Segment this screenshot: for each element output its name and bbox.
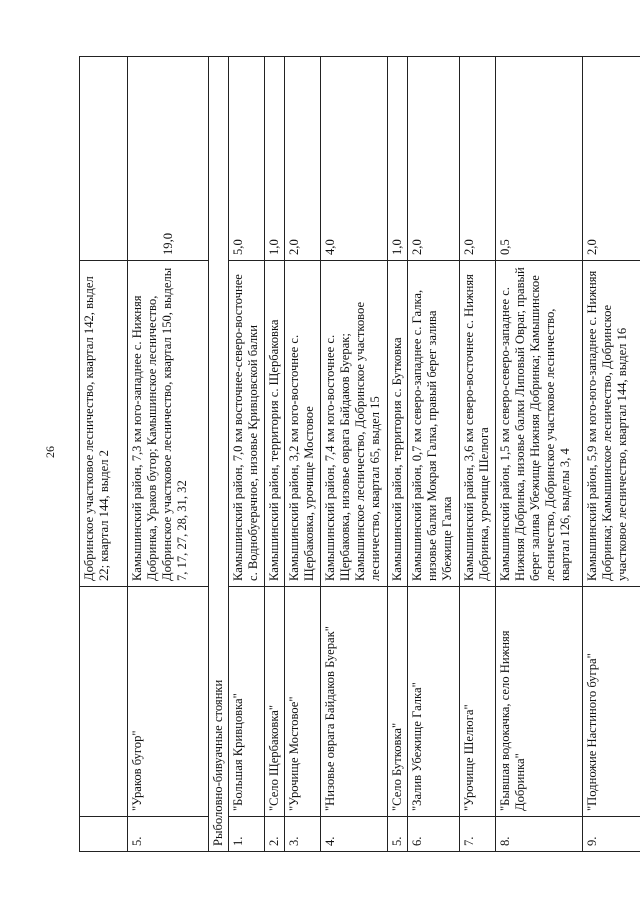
site-name: "Урочище Шелюга" (460, 587, 496, 817)
site-location: Камышинский район, территория с. Бутковка (388, 261, 408, 587)
section-title: Рыболовно-бивуачные стоянки (208, 57, 228, 852)
table-row (496, 57, 583, 852)
table-row (228, 57, 264, 852)
site-area: 1,0 (388, 57, 408, 261)
table-row (264, 57, 284, 852)
site-area: 4,0 (320, 57, 388, 261)
site-area: 0,5 (496, 57, 583, 261)
row-number: 6. (408, 817, 460, 852)
site-name: "Низовье оврага Байдаков Буерак" (320, 587, 388, 817)
site-location: Камышинский район, территория с. Щербаковка (264, 261, 284, 587)
row-number: 9. (582, 817, 640, 852)
site-name: "Село Бутковка" (388, 587, 408, 817)
site-name: "Ураков бугор" (127, 587, 208, 817)
section-header-row (208, 57, 228, 852)
row-number: 1. (228, 817, 264, 852)
row-number: 5. (388, 817, 408, 852)
site-area (80, 57, 128, 261)
row-number: 3. (284, 817, 320, 852)
site-area: 1,0 (264, 57, 284, 261)
row-number: 4. (320, 817, 388, 852)
site-name: "Подножие Настиного бугра" (582, 587, 640, 817)
site-location: Камышинский район, 0,7 км северо-западнее с. Галка, низовье балки Мокрая Галка, правый берег залива Убежище Галка (408, 261, 460, 587)
row-number (80, 817, 128, 852)
site-name: "Бывшая водокачка, село Нижняя Добринка" (496, 587, 583, 817)
table-row (582, 57, 640, 852)
site-name: "Большая Кривцовка" (228, 587, 264, 817)
row-number: 5. (127, 817, 208, 852)
page-number: 26 (43, 446, 57, 458)
site-location: Камышинский район, 3,2 км юго-восточнее с. Щербаковка, урочище Мостовое (284, 261, 320, 587)
table-row (320, 57, 388, 852)
table-row (284, 57, 320, 852)
site-area: 2,0 (284, 57, 320, 261)
site-location: Камышинский район, 7,3 км юго-западнее с. Нижняя Добринка, Ураков бугор; Камышинское лесничество, Добринское участковое лесничество, квартал 150, выделы 7, 17, 27, 28, 31, 32 (127, 261, 208, 587)
site-area: 5,0 (228, 57, 264, 261)
row-number: 8. (496, 817, 583, 852)
table-row (408, 57, 460, 852)
site-name: "Урочище Мостовое" (284, 587, 320, 817)
site-location: Камышинский район, 3,6 км северо-восточнее с. Нижняя Добринка, урочище Шелюга (460, 261, 496, 587)
table-row (80, 57, 128, 852)
site-area: 2,0 (408, 57, 460, 261)
site-name: "Село Щербаковка" (264, 587, 284, 817)
site-area: 2,0 (582, 57, 640, 261)
row-number: 2. (264, 817, 284, 852)
site-location: Камышинский район, 1,5 км северо-северо-западнее с. Нижняя Добринка, низовье балки Липовый Овраг, правый берег залива Убежище Нижняя Добринка; Камышинское лесничество, Добринское участковое лесничество, квартал 126, выделы 3, 4 (496, 261, 583, 587)
row-number: 7. (460, 817, 496, 852)
site-name: "Залив Убежище Галка" (408, 587, 460, 817)
table-row (460, 57, 496, 852)
site-location: Камышинский район, 7,0 км восточнее-северо-восточнее с. Воднобуерачное, низовье Кривцовской балки (228, 261, 264, 587)
rotated-page-content (79, 57, 640, 852)
site-area: 2,0 (460, 57, 496, 261)
table-row (388, 57, 408, 852)
site-area: 19,0 (127, 57, 208, 261)
table-row (127, 57, 208, 852)
site-location: Камышинский район, 5,9 км юго-юго-западнее с. Нижняя Добринка; Камышинское лесничество, Добринское участковое лесничество, квартал 144, выдел 16 (582, 261, 640, 587)
sites-table (79, 56, 640, 852)
site-name (80, 587, 128, 817)
site-location: Добринское участковое лесничество, квартал 142, выдел 22; квартал 144, выдел 2 (80, 261, 128, 587)
site-location: Камышинский район, 7,4 км юго-восточнее с. Щербаковка, низовье оврага Байдаков Буерак; Камышинское лесничество, Добринское участковое лесничество, квартал 65, выдел 15 (320, 261, 388, 587)
